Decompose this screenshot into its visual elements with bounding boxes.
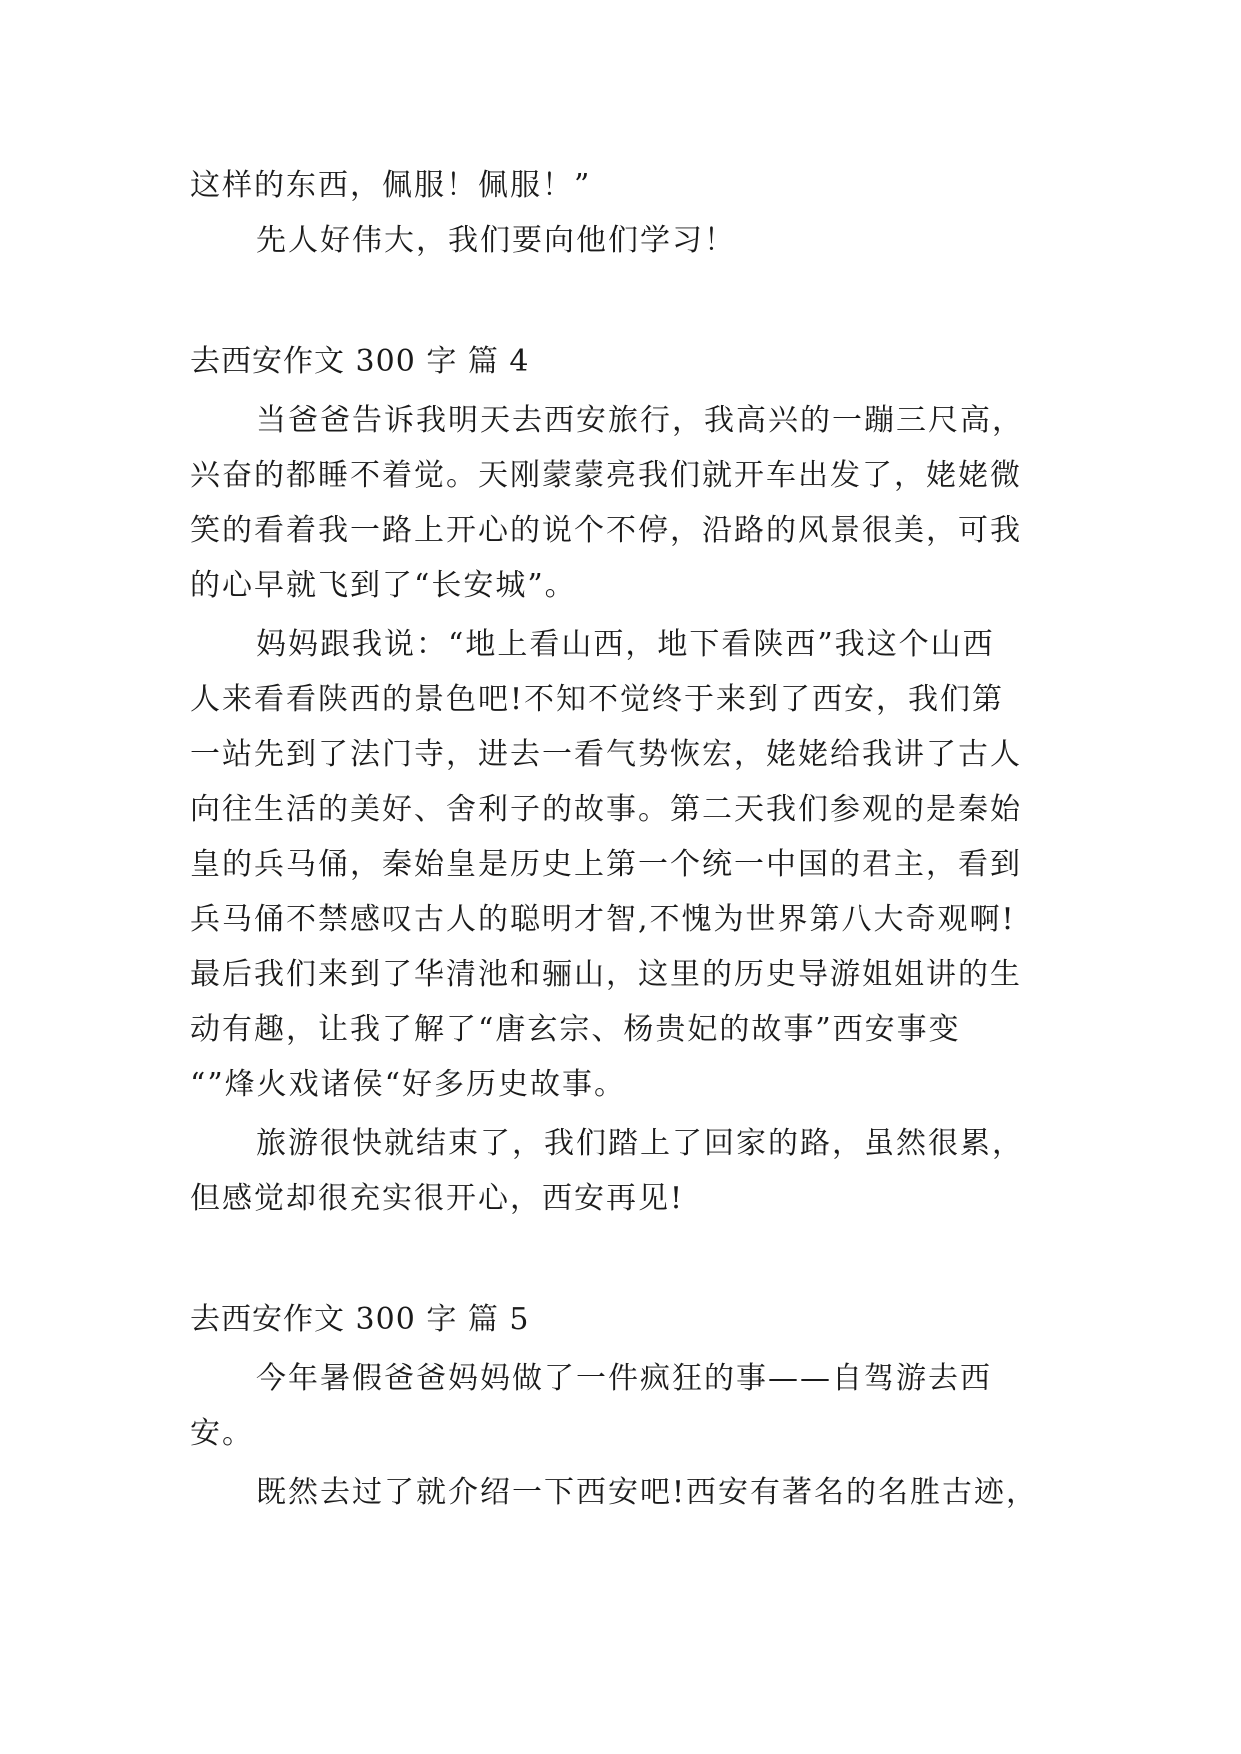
paragraph-line: 旅游很快就结束了，我们踏上了回家的路，虽然很累， xyxy=(256,1126,1024,1161)
paragraph-line: 妈妈跟我说：“地上看山西，地下看陕西”我这个山西 xyxy=(256,627,995,662)
paragraph-line: 人来看看陕西的景色吧!不知不觉终于来到了西安，我们第 xyxy=(190,682,1005,717)
paragraph-line: 既然去过了就介绍一下西安吧!西安有著名的名胜古迹， xyxy=(256,1475,1039,1510)
paragraph-line: 今年暑假爸爸妈妈做了一件疯狂的事——自驾游去西 xyxy=(256,1361,992,1396)
paragraph-line: 向往生活的美好、舍利子的故事。第二天我们参观的是秦始 xyxy=(190,792,1022,827)
paragraph-line: 动有趣，让我了解了“唐玄宗、杨贵妃的故事”西安事变 xyxy=(190,1012,961,1047)
paragraph-line: 笑的看着我一路上开心的说个不停，沿路的风景很美，可我 xyxy=(190,513,1022,548)
paragraph-line: 一站先到了法门寺，进去一看气势恢宏，姥姥给我讲了古人 xyxy=(190,737,1022,772)
paragraph-line: 皇的兵马俑，秦始皇是历史上第一个统一中国的君主，看到 xyxy=(190,847,1022,882)
paragraph-line: 兵马俑不禁感叹古人的聪明才智,不愧为世界第八大奇观啊! xyxy=(190,902,1016,937)
section-heading: 去西安作文 300 字 篇 5 xyxy=(190,1302,530,1337)
paragraph-line: 先人好伟大，我们要向他们学习！ xyxy=(256,223,736,258)
paragraph-line: 但感觉却很充实很开心，西安再见! xyxy=(190,1181,685,1216)
paragraph-line: 兴奋的都睡不着觉。天刚蒙蒙亮我们就开车出发了，姥姥微 xyxy=(190,458,1022,493)
section-heading: 去西安作文 300 字 篇 4 xyxy=(190,344,530,379)
paragraph-line: 的心早就飞到了“长安城”。 xyxy=(190,568,577,603)
paragraph-line: 这样的东西，佩服！佩服！” xyxy=(190,168,592,203)
paragraph-line: 最后我们来到了华清池和骊山，这里的历史导游姐姐讲的生 xyxy=(190,957,1022,992)
paragraph-line: 安。 xyxy=(190,1416,254,1451)
paragraph-line: “”烽火戏诸侯“好多历史故事。 xyxy=(190,1067,627,1102)
paragraph-line: 当爸爸告诉我明天去西安旅行，我高兴的一蹦三尺高， xyxy=(256,403,1024,438)
